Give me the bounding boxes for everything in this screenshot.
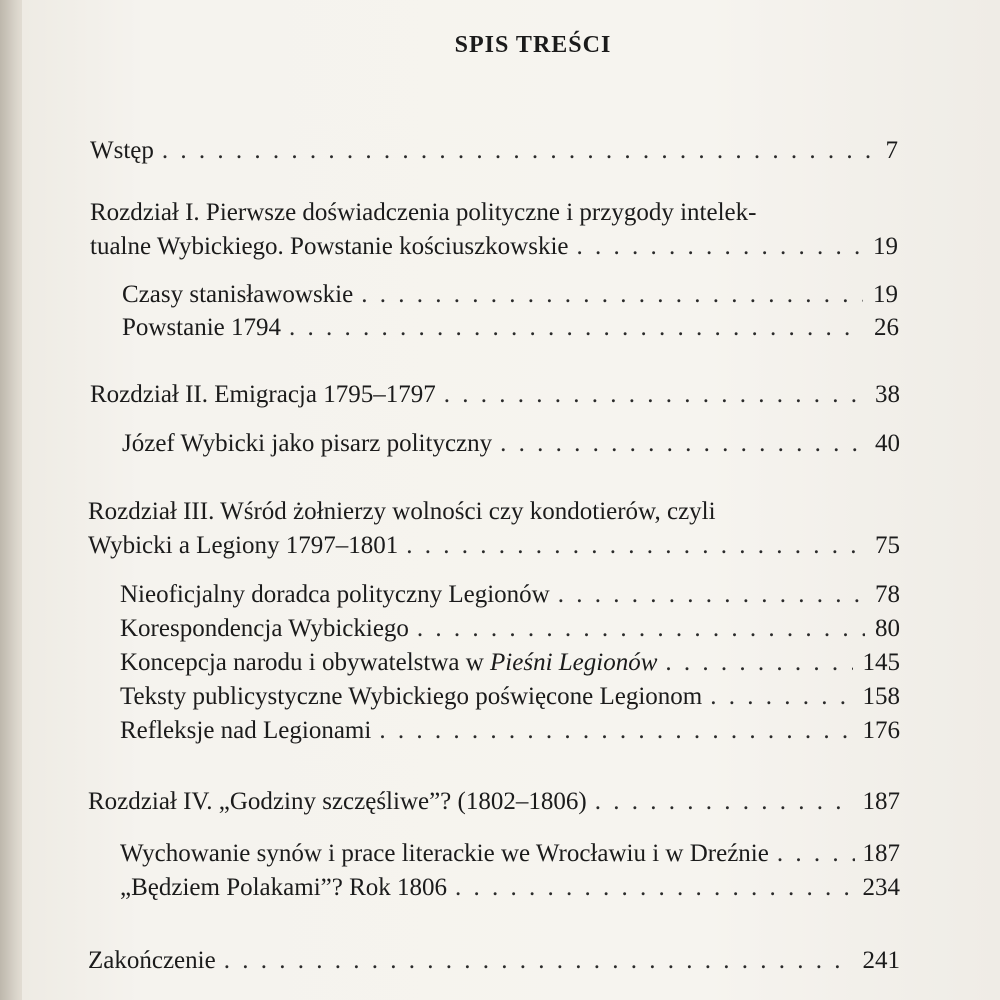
toc-leader-dots	[444, 380, 865, 410]
book-page	[22, 0, 1000, 1000]
toc-entry-label-regular: Koncepcja narodu i obywatelstwa w	[120, 649, 491, 676]
toc-entry-bedziem-polakami	[120, 873, 900, 903]
toc-page-number: 78	[875, 581, 900, 608]
toc-entry-chapter-3-line1: Rozdział III. Wśród żołnierzy wolności czy kondotierów, czyli	[88, 498, 716, 525]
toc-entry-label: Rozdział IV. „Godziny szczęśliwe”? (1802–1806)	[88, 788, 587, 815]
toc-entry-refleksje	[120, 716, 900, 746]
toc-entry-label: Powstanie 1794	[122, 314, 282, 341]
toc-entry-label: Czasy stanisławowskie	[122, 281, 354, 308]
toc-page-number: 187	[862, 788, 900, 815]
toc-entry-label: „Będziem Polakami”? Rok 1806	[120, 874, 448, 901]
toc-leader-dots	[710, 682, 852, 712]
toc-entry-label: tualne Wybickiego. Powstanie kościuszkowskie	[90, 233, 569, 260]
toc-entry-wstep	[90, 136, 898, 166]
toc-entry-chapter-2	[90, 380, 900, 410]
toc-leader-dots	[777, 839, 855, 869]
toc-leader-dots	[289, 313, 864, 343]
toc-leader-dots	[595, 787, 853, 817]
toc-page-number: 38	[875, 381, 900, 408]
toc-page-number: 145	[862, 649, 900, 676]
toc-entry-nieoficjalny-doradca	[120, 580, 900, 610]
toc-entry-chapter-1	[90, 232, 898, 262]
toc-page-number: 19	[873, 233, 898, 260]
toc-entry-label: Teksty publicystyczne Wybickiego poświęcone Legionom	[120, 683, 703, 710]
toc-entry-powstanie-1794	[122, 313, 899, 343]
toc-entry-label: Korespondencja Wybickiego	[120, 615, 409, 642]
toc-entry-label: Zakończenie	[88, 947, 216, 974]
page-title: SPIS TREŚCI	[454, 32, 612, 58]
toc-entry-jozef-wybicki	[122, 429, 900, 459]
toc-entry-chapter-3	[88, 531, 900, 561]
toc-page-number: 19	[873, 281, 898, 308]
toc-entry-label: Wybicki a Legiony 1797–1801	[88, 532, 399, 559]
toc-entry-label-italic: Pieśni Legionów	[490, 649, 658, 676]
toc-leader-dots	[224, 946, 853, 976]
toc-entry-label: Refleksje nad Legionami	[120, 717, 372, 744]
toc-page-number: 26	[874, 314, 899, 341]
toc-page-number: 75	[875, 532, 900, 559]
toc-entry-wychowanie-synow	[120, 839, 900, 869]
toc-page-number: 80	[875, 615, 900, 642]
toc-page-number: 234	[862, 874, 900, 901]
toc-entry-label: Wychowanie synów i prace literackie we Wrocławiu i w Dreźnie	[120, 840, 769, 867]
toc-entry-label	[120, 648, 657, 678]
toc-leader-dots	[162, 136, 876, 166]
toc-page-number: 40	[875, 430, 900, 457]
toc-leader-dots	[558, 580, 865, 610]
toc-leader-dots	[455, 873, 852, 903]
toc-page-number: 176	[862, 717, 900, 744]
toc-leader-dots	[500, 429, 865, 459]
toc-entry-chapter-1-line1: Rozdział I. Pierwsze doświadczenia polityczne i przygody intelek-	[90, 199, 757, 226]
toc-entry-teksty-publicystyczne	[120, 682, 900, 712]
toc-leader-dots	[665, 648, 852, 678]
toc-page-number: 241	[862, 947, 900, 974]
toc-entry-label: Wstęp	[90, 137, 154, 164]
toc-entry-label: Józef Wybicki jako pisarz polityczny	[122, 430, 493, 457]
toc-entry-zakonczenie	[88, 946, 900, 976]
toc-leader-dots	[361, 280, 863, 310]
toc-entry-label: Nieoficjalny doradca polityczny Legionów	[120, 581, 550, 608]
toc-entry-koncepcja-narodu	[120, 648, 900, 678]
toc-leader-dots	[406, 531, 865, 561]
toc-page-number: 158	[862, 683, 900, 710]
toc-page-number: 7	[885, 137, 898, 164]
toc-page-number: 187	[862, 840, 900, 867]
toc-entry-czasy-stanislawowskie	[122, 280, 898, 310]
toc-entry-korespondencja	[120, 614, 900, 644]
toc-entry-chapter-4	[88, 787, 900, 817]
toc-leader-dots	[577, 232, 863, 262]
toc-leader-dots	[417, 614, 865, 644]
toc-leader-dots	[379, 716, 852, 746]
toc-entry-label: Rozdział II. Emigracja 1795–1797	[90, 381, 436, 408]
